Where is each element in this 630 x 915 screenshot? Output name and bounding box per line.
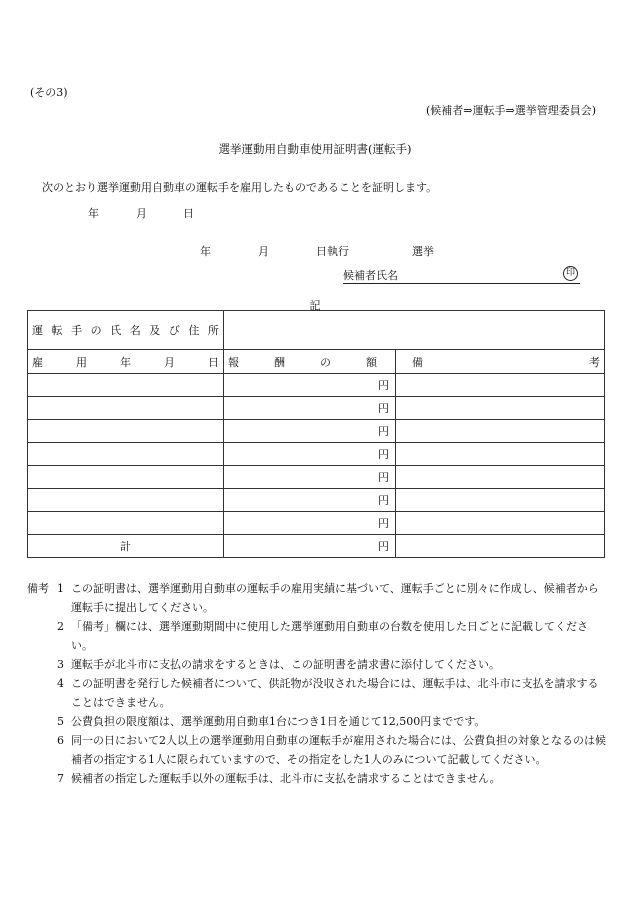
remarks-label xyxy=(400,354,600,370)
remarks-cell xyxy=(396,374,605,397)
reward-header-char: 酬 xyxy=(274,355,285,369)
employment-date-header xyxy=(28,350,224,374)
employment-header-char: 用 xyxy=(76,355,87,369)
ki-heading: 記 xyxy=(309,299,321,312)
total-label-cell: 計 xyxy=(28,535,224,558)
candidate-name-field xyxy=(343,267,580,284)
note-number: 2 xyxy=(57,620,64,633)
routing-label: (候補者⇒運転手⇒選挙管理委員会) xyxy=(425,104,596,117)
notes-lead: 備考 xyxy=(27,582,49,595)
employment-date-cell xyxy=(28,374,224,397)
notes-list xyxy=(27,579,607,788)
payment-table xyxy=(27,310,605,558)
column-header-row xyxy=(28,350,605,374)
driver-label-char: 氏 xyxy=(110,324,122,337)
employment-date-cell xyxy=(28,512,224,535)
note-number: 4 xyxy=(57,677,64,690)
driver-label-char: 転 xyxy=(51,324,63,337)
driver-label-char: び xyxy=(168,324,180,337)
remarks-cell xyxy=(396,466,605,489)
note-number: 1 xyxy=(57,582,64,595)
total-remarks-cell xyxy=(396,535,605,558)
remarks-header xyxy=(396,350,605,374)
reward-amount-cell: 円 xyxy=(224,420,396,443)
note-item xyxy=(27,617,607,655)
document-title: 選挙運動用自動車使用証明書(運転手) xyxy=(218,142,412,156)
note-text: この証明書は、選挙運動用自動車の運転手の雇用実績に基づいて、運転手ごとに別々に作成し、候補者から運転手に提出してください。 xyxy=(71,582,599,614)
seal-icon: 印 xyxy=(563,266,578,281)
driver-label-char: 住 xyxy=(188,324,200,337)
form-series-label: (その3) xyxy=(30,86,68,99)
note-item xyxy=(27,655,607,674)
election-held-label: 日執行 xyxy=(316,245,349,258)
election-date-line xyxy=(0,243,630,257)
note-item xyxy=(27,674,607,712)
entry-row xyxy=(28,443,605,466)
note-number: 6 xyxy=(57,734,64,747)
total-row xyxy=(28,535,605,558)
candidate-name-label: 候補者氏名 xyxy=(343,269,398,282)
driver-label-char: 及 xyxy=(149,324,161,337)
driver-info-row xyxy=(28,311,605,350)
employment-date-cell xyxy=(28,466,224,489)
reward-header-char: 報 xyxy=(228,355,239,369)
employment-date-cell xyxy=(28,489,224,512)
issue-date-line xyxy=(0,205,630,219)
employment-header-char: 年 xyxy=(120,355,131,369)
remarks-cell xyxy=(396,489,605,512)
employment-date-cell xyxy=(28,443,224,466)
reward-amount-header xyxy=(224,350,396,374)
issue-day-label: 日 xyxy=(183,207,194,220)
reward-header-char: 額 xyxy=(366,355,377,369)
driver-label-char: 名 xyxy=(129,324,141,337)
reward-amount-cell: 円 xyxy=(224,374,396,397)
note-item xyxy=(27,769,607,788)
note-text: 候補者の指定した運転手以外の運転手は、北斗市に支払を請求することはできません。 xyxy=(71,772,501,785)
reward-amount-cell: 円 xyxy=(224,512,396,535)
employment-header-char: 雇 xyxy=(32,355,43,369)
note-number: 3 xyxy=(57,658,64,671)
note-item xyxy=(27,579,607,617)
remarks-header-char: 備 xyxy=(412,355,423,369)
entry-row xyxy=(28,466,605,489)
total-amount-cell: 円 xyxy=(224,535,396,558)
driver-label-cell xyxy=(28,311,224,350)
reward-amount-cell: 円 xyxy=(224,466,396,489)
election-label: 選挙 xyxy=(412,245,434,258)
remarks-cell xyxy=(396,420,605,443)
driver-label-char: の xyxy=(90,324,102,337)
note-text: 公費負担の限度額は、選挙運動用自動車1台につき1日を通じて12,500円までです。 xyxy=(71,715,486,728)
entry-row xyxy=(28,420,605,443)
election-month-label: 月 xyxy=(258,245,269,258)
reward-amount-cell: 円 xyxy=(224,489,396,512)
driver-label-char: 所 xyxy=(207,324,219,337)
employment-date-cell xyxy=(28,397,224,420)
remarks-cell xyxy=(396,443,605,466)
reward-amount-cell: 円 xyxy=(224,443,396,466)
employment-header-char: 日 xyxy=(208,355,219,369)
remarks-cell xyxy=(396,512,605,535)
entry-row xyxy=(28,397,605,420)
driver-label-char: 手 xyxy=(71,324,83,337)
certification-statement: 次のとおり選挙運動用自動車の運転手を雇用したものであることを証明します。 xyxy=(42,181,438,194)
election-year-label: 年 xyxy=(200,245,211,258)
note-number: 5 xyxy=(57,715,64,728)
remarks-cell xyxy=(396,397,605,420)
driver-name-address-label xyxy=(32,322,219,338)
employment-date-cell xyxy=(28,420,224,443)
employment-header-char: 月 xyxy=(164,355,175,369)
note-item xyxy=(27,731,607,769)
reward-amount-label xyxy=(228,354,391,370)
reward-amount-cell: 円 xyxy=(224,397,396,420)
employment-date-label xyxy=(32,354,219,370)
driver-label-char: 運 xyxy=(32,324,43,337)
issue-year-label: 年 xyxy=(88,207,99,220)
entry-row xyxy=(28,489,605,512)
remarks-header-char: 考 xyxy=(589,355,600,369)
note-text: この証明書を発行した候補者について、供託物が没収された場合には、運転手は、北斗市に支払を請求することはできません。 xyxy=(71,677,599,709)
entry-row xyxy=(28,374,605,397)
issue-month-label: 月 xyxy=(136,207,147,220)
note-item xyxy=(27,712,607,731)
note-text: 同一の日において2人以上の選挙運動用自動車の運転手が雇用された場合には、公費負担の対象となるのは候補者の指定する1人に限られていますので、その指定をした1人のみについて記載してください。 xyxy=(71,734,606,766)
driver-info-field xyxy=(224,311,605,350)
note-text: 運転手が北斗市に支払の請求をするときは、この証明書を請求書に添付してください。 xyxy=(71,658,500,671)
reward-header-char: の xyxy=(320,355,331,369)
entry-row xyxy=(28,512,605,535)
notes-section xyxy=(27,579,607,788)
note-text: 「備考」欄には、選挙運動期間中に使用した選挙運動用自動車の台数を使用した日ごとに記載してください。 xyxy=(71,620,588,652)
note-number: 7 xyxy=(57,772,64,785)
